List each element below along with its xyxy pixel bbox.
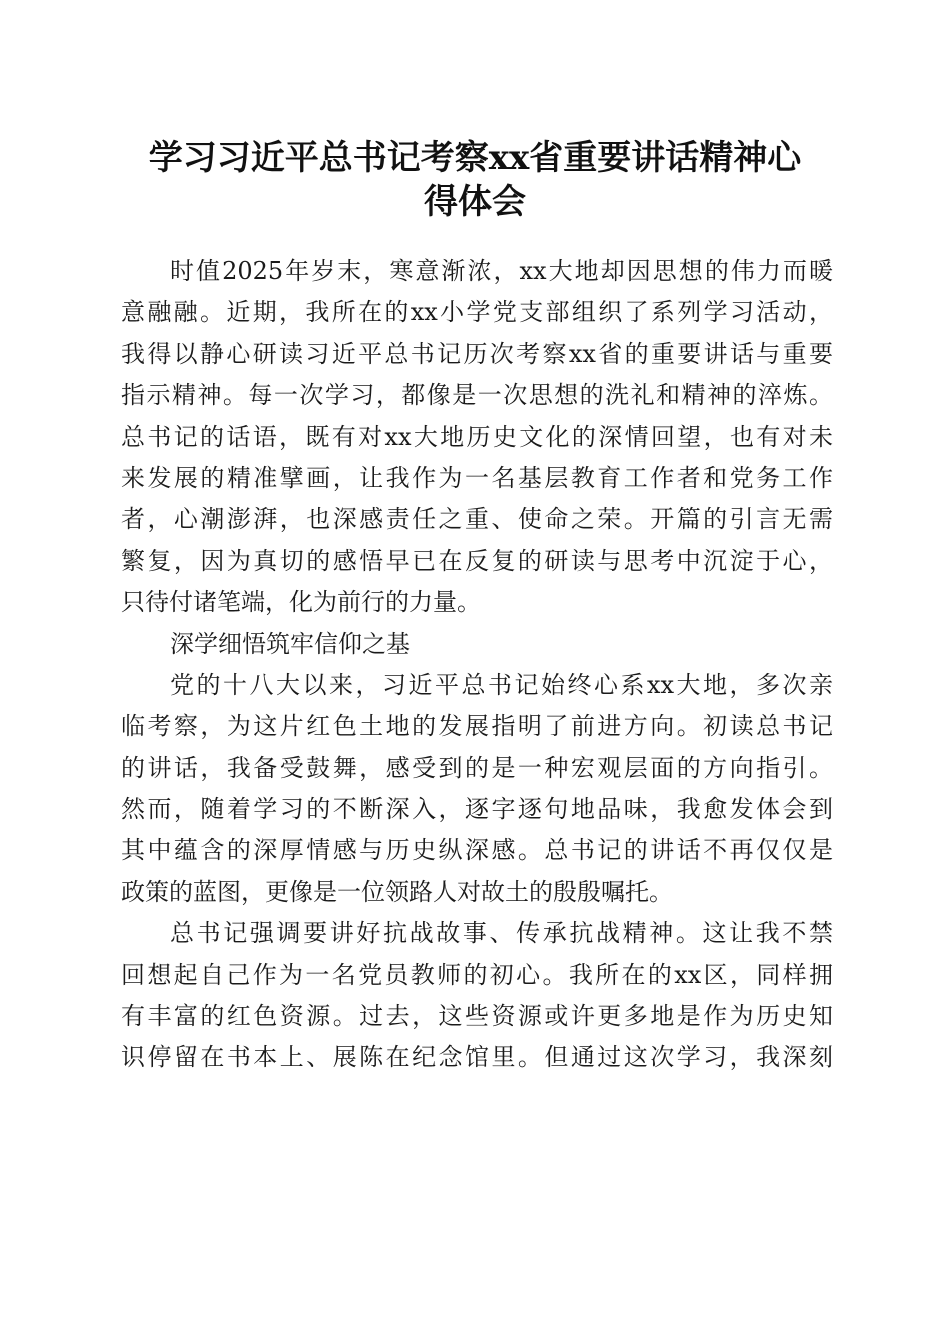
text-line: 者，心潮澎湃，也深感责任之重、使命之荣。开篇的引言无需 (121, 505, 833, 534)
title-line-2: 得体会 (424, 182, 526, 222)
paragraph-section-1 (121, 665, 833, 913)
document-body (121, 251, 833, 1079)
text-line: 时值2025年岁末，寒意渐浓，xx大地却因思想的伟力而暖 (170, 257, 833, 285)
text-line: 有丰富的红色资源。过去，这些资源或许更多地是作为历史知 (121, 1002, 833, 1031)
text-line: 然而，随着学习的不断深入，逐字逐句地品味，我愈发体会到 (121, 795, 833, 824)
text-line: 只待付诸笔端，化为前行的力量。 (121, 588, 481, 617)
text-line: 繁复，因为真切的感悟早已在反复的研读与思考中沉淀于心， (121, 546, 833, 575)
text-line: 识停留在书本上、展陈在纪念馆里。但通过这次学习，我深刻 (121, 1043, 833, 1072)
text-line: 总书记的话语，既有对xx大地历史文化的深情回望，也有对未 (121, 422, 833, 451)
paragraph-intro (121, 251, 833, 624)
title-line-1: 学习习近平总书记考察xx省重要讲话精神心 (148, 138, 802, 178)
text-line: 意融融。近期，我所在的xx小学党支部组织了系列学习活动， (121, 298, 833, 327)
section-heading (121, 624, 833, 665)
text-line: 总书记强调要讲好抗战故事、传承抗战精神。这让我不禁 (170, 919, 833, 948)
paragraph-section-2 (121, 913, 833, 1079)
text-line: 回想起自己作为一名党员教师的初心。我所在的xx区，同样拥 (121, 960, 833, 989)
text-line: 其中蕴含的深厚情感与历史纵深感。总书记的讲话不再仅仅是 (121, 836, 833, 865)
text-line: 政策的蓝图，更像是一位领路人对故土的殷殷嘱托。 (121, 877, 673, 906)
text-line: 指示精神。每一次学习，都像是一次思想的洗礼和精神的淬炼。 (121, 381, 833, 410)
text-line: 的讲话，我备受鼓舞，感受到的是一种宏观层面的方向指引。 (121, 753, 833, 782)
text-line: 党的十八大以来，习近平总书记始终心系xx大地，多次亲 (170, 670, 833, 699)
section-heading-text: 深学细悟筑牢信仰之基 (170, 629, 410, 658)
text-line: 临考察，为这片红色土地的发展指明了前进方向。初读总书记 (121, 712, 833, 741)
document-title (95, 136, 855, 224)
text-line: 来发展的精准擘画，让我作为一名基层教育工作者和党务工作 (121, 463, 833, 492)
text-line: 我得以静心研读习近平总书记历次考察xx省的重要讲话与重要 (121, 339, 833, 368)
